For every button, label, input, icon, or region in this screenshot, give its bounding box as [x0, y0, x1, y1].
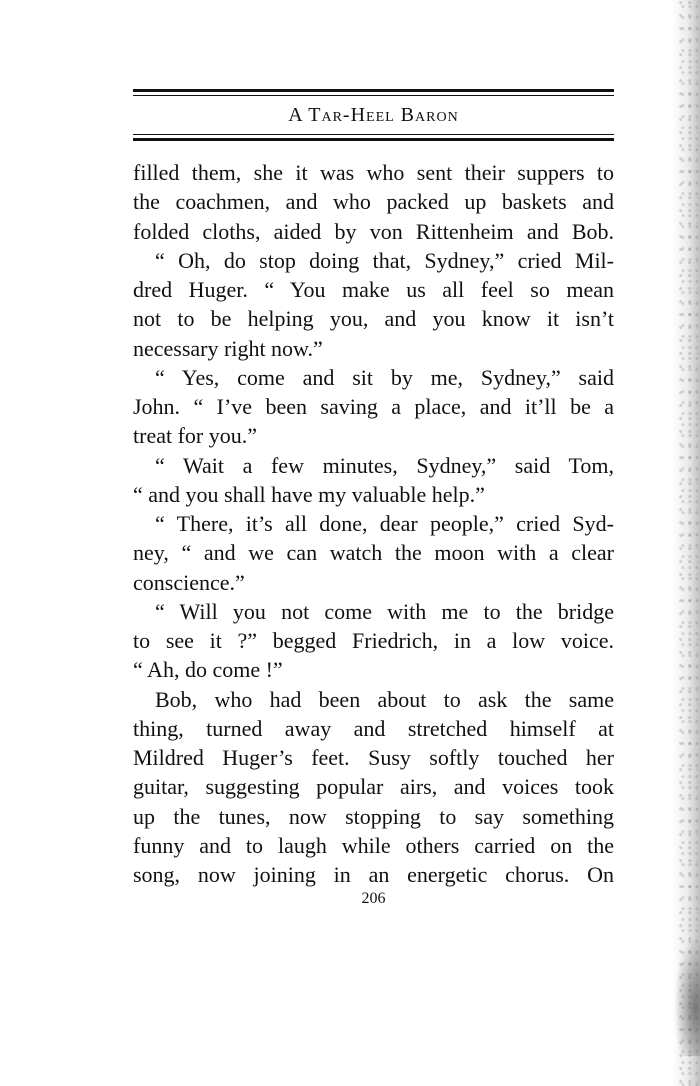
header-rule-bottom-thick [133, 138, 614, 141]
text-line: up the tunes, now stopping to say something [133, 803, 614, 829]
text-line: treat for you.” [133, 423, 257, 449]
page-edge-smudge [674, 936, 700, 1056]
page-edge-specks [678, 0, 698, 1086]
header-rule-top-thin [133, 95, 614, 96]
text-line: “ Oh, do stop doing that, Sydney,” cried Mil- [155, 247, 614, 273]
text-line: John. “ I’ve been saving a place, and it’ll be a [133, 394, 614, 419]
text-line: “ Will you not come with me to the bridge [155, 598, 614, 624]
text-line: “ There, it’s all done, dear people,” cried Syd- [155, 511, 614, 536]
text-line: folded cloths, aided by von Rittenheim and Bob. [133, 218, 614, 244]
text-line: “ and you shall have my valuable help.” [133, 481, 485, 507]
text-line: Mildred Huger’s feet. Susy softly touched her [133, 745, 614, 770]
text-line: song, now joining in an energetic chorus. On [133, 862, 614, 887]
text-line: “ Ah, do come !” [133, 657, 283, 683]
text-line: necessary right now.” [133, 335, 323, 361]
text-line: the coachmen, and who packed up baskets and [133, 189, 614, 215]
text-line: ney, “ and we can watch the moon with a clear [133, 540, 614, 566]
text-line: “ Wait a few minutes, Sydney,” said Tom, [155, 452, 614, 478]
text-line: Bob, who had been about to ask the same [155, 686, 614, 712]
text-line: conscience.” [133, 569, 245, 595]
running-head: A Tar-Heel Baron [288, 104, 459, 126]
header-rule-top-thick [133, 89, 614, 92]
text-line: funny and to laugh while others carried on the [133, 832, 614, 858]
text-line: thing, turned away and stretched himself at [133, 715, 614, 741]
text-line: guitar, suggesting popular airs, and voices took [133, 774, 614, 800]
text-line: filled them, she it was who sent their suppers to [133, 160, 614, 185]
header-rule-bottom-thin [133, 134, 614, 135]
page-number: 206 [361, 890, 386, 907]
text-line: “ Yes, come and sit by me, Sydney,” said [155, 364, 614, 390]
text-line: to see it ?” begged Friedrich, in a low voice. [133, 628, 614, 653]
text-line: not to be helping you, and you know it isn’t [133, 306, 614, 332]
text-line: dred Huger. “ You make us all feel so mean [133, 277, 614, 302]
body-text [133, 158, 614, 889]
